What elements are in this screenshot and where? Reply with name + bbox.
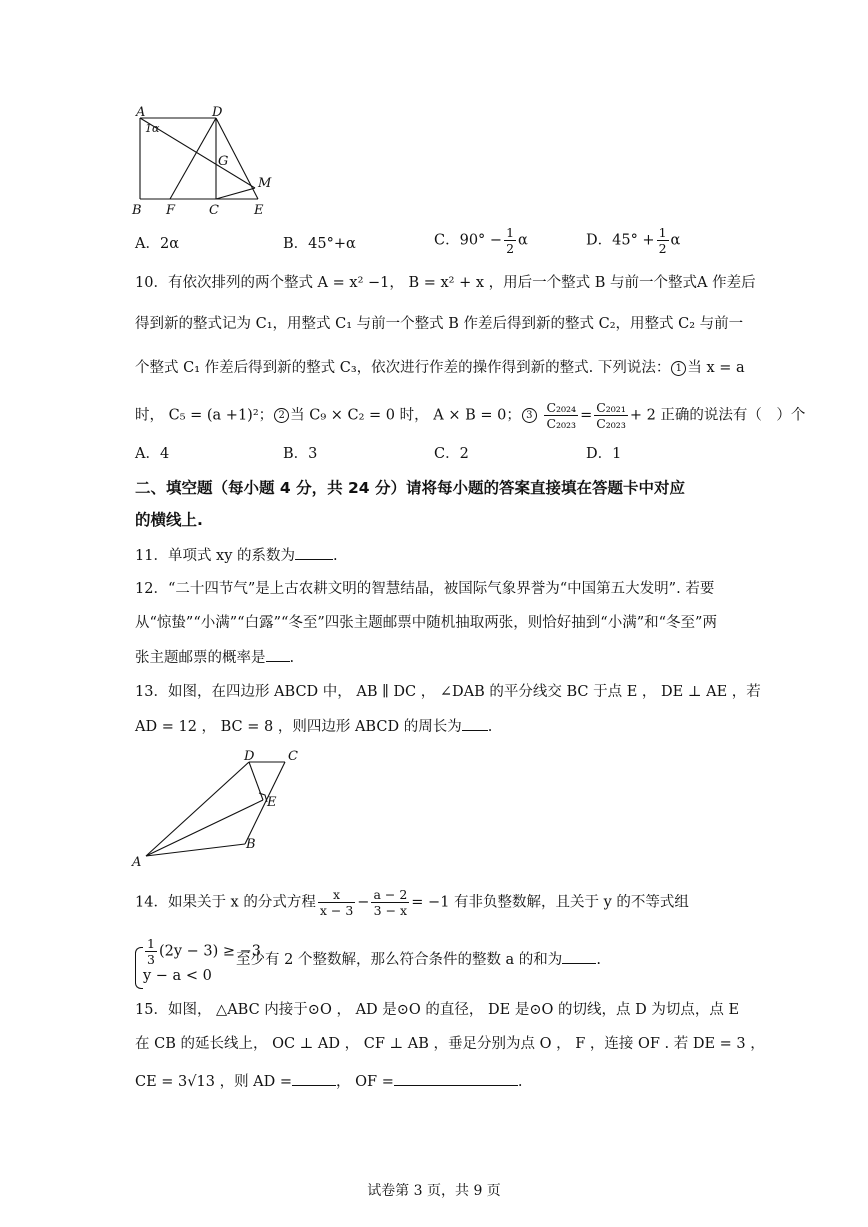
- label-G: G: [218, 154, 229, 169]
- q12-line-3: 张主题邮票的概率是 .: [135, 647, 294, 668]
- q10-line-3: 个整式 C₁ 作差后得到新的整式 C₃，依次进行作差的操作得到新的整式. 下列说法： 1 当 x = a: [135, 360, 745, 376]
- q10-option-d: D．1: [586, 446, 622, 462]
- label-D: D: [244, 749, 255, 764]
- q12-line-2: 从“惊蛰”“小满”“白露”“冬至”四张主题邮票中随机抽取两张，则恰好抽到“小满”和“冬至”两: [135, 615, 717, 631]
- answer-blank-ad: [292, 1071, 336, 1086]
- label-M: M: [258, 176, 272, 191]
- label-A: A: [132, 855, 142, 870]
- q14-line-2-tail: 至少有 2 个整数解，那么符合条件的整数 a 的和为 .: [236, 948, 601, 969]
- answer-blank-of: [394, 1071, 518, 1086]
- q15-line-1: 15．如图， △ABC 内接于⊙O ， AD 是⊙O 的直径， DE 是⊙O 的切线，点 D 为切点，点 E: [135, 1002, 740, 1018]
- label-D: D: [212, 105, 223, 120]
- q9-option-d: D．45° + $\frac{1}{2}$ α: [586, 225, 681, 256]
- q11: 11．单项式 xy 的系数为 .: [135, 545, 338, 566]
- q9-option-c: C．90° − $\frac{1}{2}$ α: [434, 225, 528, 256]
- q10-option-c: C．2: [434, 446, 469, 462]
- q10-line-4: 时， C₅ = (a +1)²； 2 当 C₉ × C₂ = 0 时， A × B = 0； 3 $\frac{\text{C₂₀₂₄}}{\text{C₂₀₂₃}}$ = $\frac{\text{C₂₀₂₁}}{\text{C₂₀₂₃}}$ + 2 正确的说法有（ ）个: [135, 400, 806, 431]
- q10-option-a: A．4: [135, 446, 170, 462]
- label-alpha: 1α: [145, 122, 160, 135]
- figure-q9: [128, 104, 278, 220]
- answer-blank: [295, 545, 333, 560]
- circled-1: 1: [671, 361, 686, 376]
- answer-blank: [562, 949, 596, 964]
- q10-line-1: 10．有依次排列的两个整式 A = x² −1， B = x² + x ，用后一个整式 B 与前一个整式A 作差后: [135, 275, 756, 291]
- inequality-1: $\frac{1}{3}$ (2y − 3) ≥ −3: [147, 936, 262, 967]
- answer-blank: [266, 647, 290, 662]
- label-B: B: [132, 203, 142, 218]
- q15-line-2: 在 CB 的延长线上， OC ⊥ AD ， CF ⊥ AB ，垂足分别为点 O ， F ，连接 OF . 若 DE = 3 ，: [135, 1036, 765, 1052]
- label-B: B: [246, 837, 256, 852]
- section-2-heading-line-2: 的横线上.: [135, 511, 203, 529]
- section-2-heading-line-1: 二、填空题（每小题 4 分，共 24 分）请将每小题的答案直接填在答题卡中对应: [135, 479, 685, 497]
- label-E: E: [267, 795, 277, 810]
- inequality-2: y − a < 0: [143, 968, 212, 984]
- q14-line-1: 14．如果关于 x 的分式方程 $\frac{x}{x - 3}$ − $\frac{a - 2}{3 - x}$ = −1 有非负整数解，且关于 y 的不等式组: [135, 887, 689, 918]
- circled-3: 3: [522, 408, 537, 423]
- q10-line-2: 得到新的整式记为 C₁，用整式 C₁ 与前一个整式 B 作差后得到新的整式 C₂，用整式 C₂ 与前一: [135, 316, 744, 332]
- q15-line-3: CE = 3√13 ，则 AD = ， OF = .: [135, 1071, 522, 1092]
- circled-2: 2: [274, 408, 289, 423]
- q10-option-b: B．3: [283, 446, 318, 462]
- label-E: E: [254, 203, 264, 218]
- label-A: A: [136, 105, 146, 120]
- answer-blank: [462, 716, 488, 731]
- label-C: C: [288, 749, 298, 764]
- figure-q13: [128, 748, 308, 870]
- label-F: F: [166, 203, 176, 218]
- q13-line-1: 13．如图，在四边形 ABCD 中， AB ∥ DC ， ∠DAB 的平分线交 BC 于点 E ， DE ⊥ AE ，若: [135, 684, 761, 700]
- system-brace: [135, 947, 143, 989]
- q9-option-a: A．2α: [135, 236, 179, 252]
- label-C: C: [209, 203, 219, 218]
- q13-line-2: AD = 12 ， BC = 8 ，则四边形 ABCD 的周长为 .: [135, 716, 492, 737]
- q12-line-1: 12．“二十四节气”是上古农耕文明的智慧结晶，被国际气象界誉为“中国第五大发明”. 若要: [135, 581, 715, 597]
- q9-option-b: B．45°+α: [283, 236, 356, 252]
- page-footer: 试卷第 3 页，共 9 页: [367, 1183, 501, 1199]
